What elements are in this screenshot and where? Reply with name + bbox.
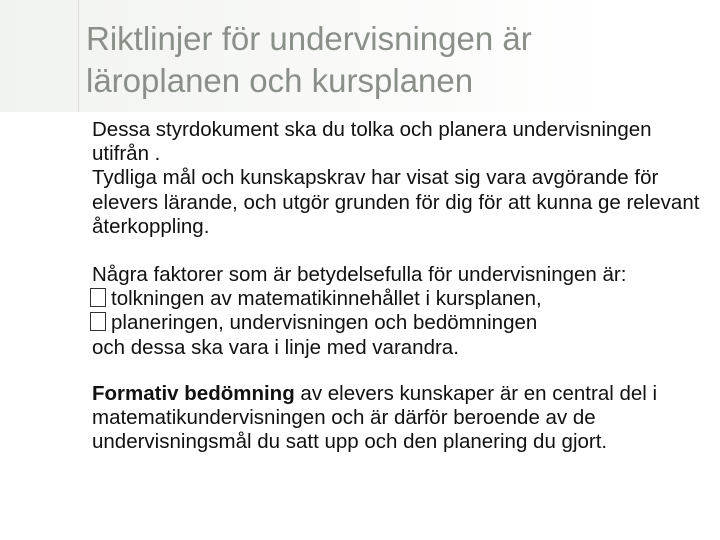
list-item-label: tolkningen av matematikinnehållet i kursplanen, bbox=[111, 287, 542, 311]
empty-box-icon bbox=[90, 312, 106, 331]
title-divider bbox=[78, 0, 79, 112]
slide-title-line-2: läroplanen och kursplanen bbox=[86, 62, 474, 99]
paragraph-formative bbox=[92, 382, 710, 455]
list-item bbox=[92, 311, 710, 335]
paragraph-intro: Dessa styrdokument ska du tolka och planera undervisningen utifrån . bbox=[92, 118, 652, 166]
list-item-label: planeringen, undervisningen och bedömningen bbox=[111, 311, 538, 335]
paragraph-factors: Några faktorer som är betydelsefulla för undervisningen är: bbox=[92, 263, 627, 287]
formative-text: av elevers kunskaper är en central del i matematikundervisningen och är därför beroende av de undervisningsmål du satt upp och den planering du gjort. bbox=[92, 381, 658, 454]
slide-title-line-1: Riktlinjer för undervisningen är bbox=[86, 20, 532, 57]
paragraph-alignment: och dessa ska vara i linje med varandra. bbox=[92, 335, 459, 359]
empty-box-icon bbox=[90, 288, 106, 307]
paragraph-goals: Tydliga mål och kunskapskrav har visat sig vara avgörande för elevers lärande, och utgör grunden för dig för att kunna ge relevant återkoppling. bbox=[92, 166, 700, 238]
list-item bbox=[92, 287, 710, 311]
slide-title bbox=[86, 18, 706, 102]
slide-body bbox=[92, 118, 710, 454]
formative-term: Formativ bedömning bbox=[92, 381, 295, 405]
